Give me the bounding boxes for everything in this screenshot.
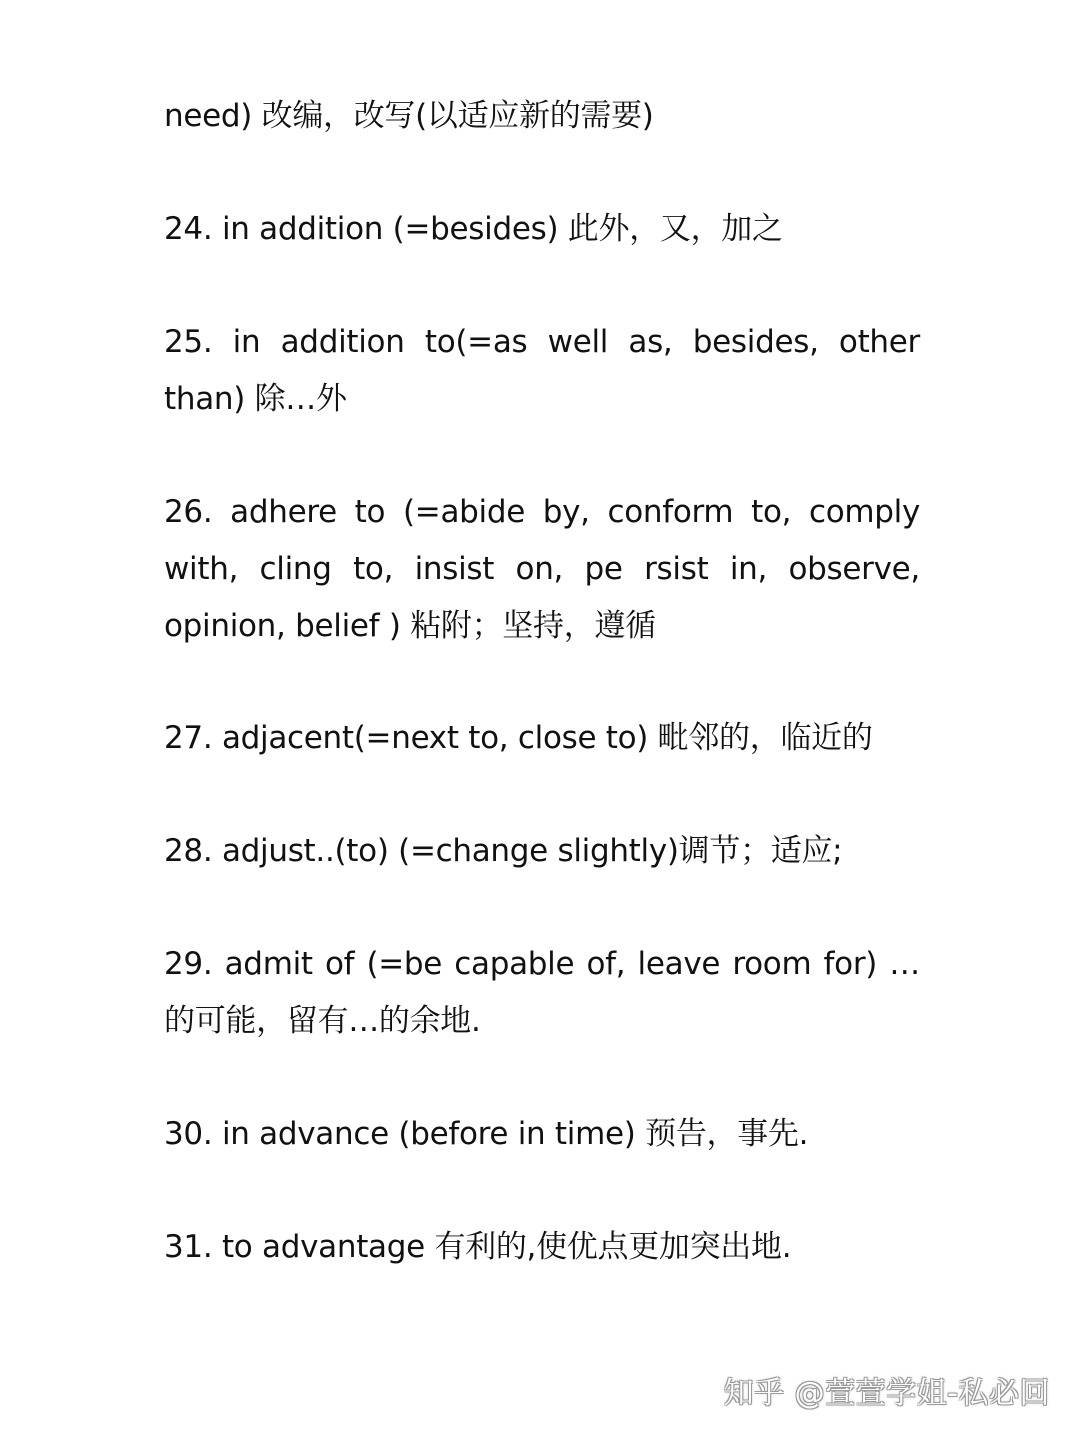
entry-25: 25. in addition to(=as well as, besides, other than) 除…外: [164, 324, 920, 417]
entry-26: 26. adhere to (=abide by, conform to, comply with, cling to, insist on, pe rsist in, observe, opinion, belief ) 粘附；坚持，遵循: [164, 494, 920, 644]
zhihu-watermark: 知乎 @萱萱学姐-私必回: [723, 1376, 1050, 1411]
entry-31: 31. to advantage 有利的,使优点更加突出地.: [164, 1229, 792, 1265]
entry-27: 27. adjacent(=next to, close to) 毗邻的，临近的: [164, 720, 873, 756]
entry-24: 24. in addition (=besides) 此外，又，加之: [164, 211, 783, 247]
entry-29: 29. admit of (=be capable of, leave room for) …的可能，留有…的余地.: [164, 946, 920, 1039]
entry-30: 30. in advance (before in time) 预告，事先.: [164, 1116, 809, 1152]
entry-23-continued: need) 改编，改写(以适应新的需要): [164, 98, 654, 134]
entry-28: 28. adjust..(to) (=change slightly)调节；适应;: [164, 833, 843, 869]
